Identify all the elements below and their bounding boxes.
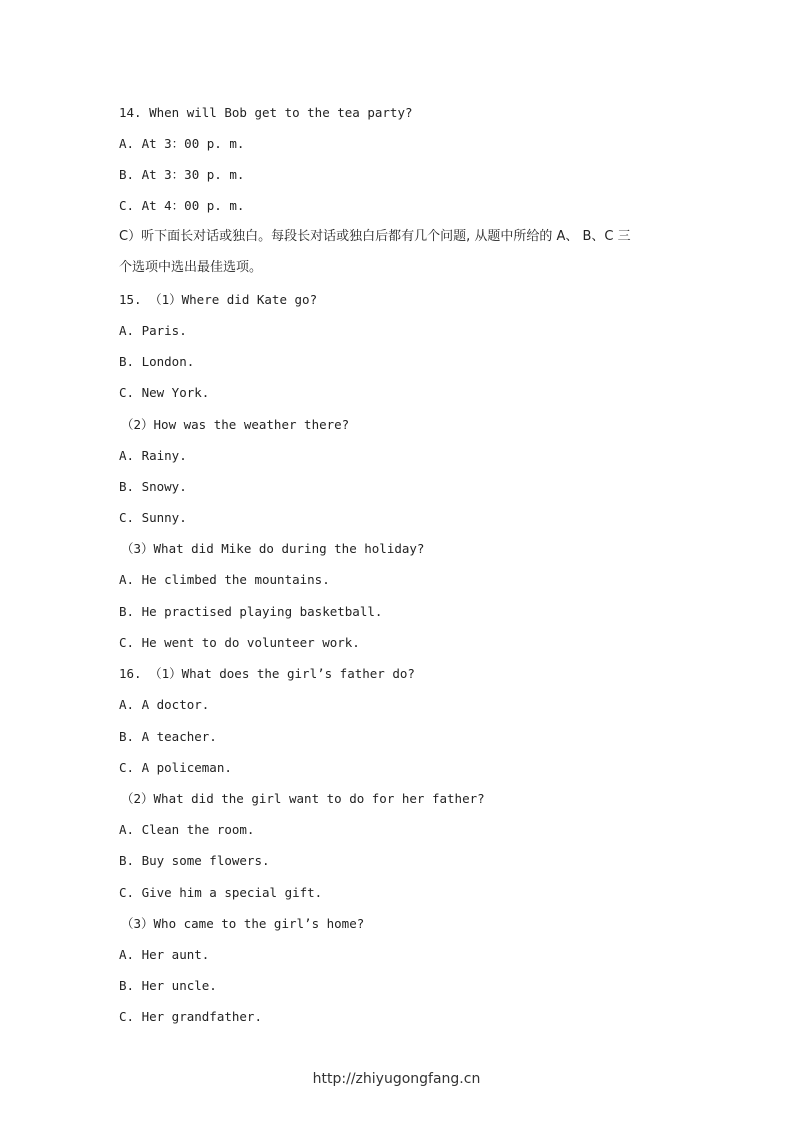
section-c-instruction-1: C）听下面长对话或独白。每段长对话或独白后都有几个问题, 从题中所给的 A、 B、C 三 xyxy=(119,229,631,244)
option-16-2-b: B. Buy some flowers. xyxy=(119,853,270,868)
option-14-a: A. At 3：00 p. m. xyxy=(119,136,245,151)
option-16-1-b: B. A teacher. xyxy=(119,729,217,744)
option-16-2-a: A. Clean the room. xyxy=(119,822,255,837)
question-15-3: （3）What did Mike do during the holiday? xyxy=(121,541,425,556)
option-15-2-c: C. Sunny. xyxy=(119,510,187,525)
option-15-1-a: A. Paris. xyxy=(119,323,187,338)
option-15-1-b: B. London. xyxy=(119,354,195,369)
question-15-2: （2）How was the weather there? xyxy=(121,417,350,432)
option-15-1-c: C. New York. xyxy=(119,385,210,400)
option-15-3-b: B. He practised playing basketball. xyxy=(119,604,383,619)
option-16-1-c: C. A policeman. xyxy=(119,760,232,775)
question-14: 14. When will Bob get to the tea party? xyxy=(119,105,413,120)
option-16-3-b: B. Her uncle. xyxy=(119,978,217,993)
question-16-1: 16. （1）What does the girl’s father do? xyxy=(119,666,415,681)
footer-url: http://zhiyugongfang.cn xyxy=(312,1071,481,1087)
option-15-3-a: A. He climbed the mountains. xyxy=(119,572,330,587)
question-16-2: （2）What did the girl want to do for her father? xyxy=(121,791,485,806)
option-15-2-a: A. Rainy. xyxy=(119,448,187,463)
option-15-3-c: C. He went to do volunteer work. xyxy=(119,635,360,650)
question-16-3: （3）Who came to the girl’s home? xyxy=(121,916,365,931)
option-15-2-b: B. Snowy. xyxy=(119,479,187,494)
option-16-1-a: A. A doctor. xyxy=(119,697,210,712)
option-16-3-c: C. Her grandfather. xyxy=(119,1009,262,1024)
question-15-1: 15. （1）Where did Kate go? xyxy=(119,292,318,307)
option-16-2-c: C. Give him a special gift. xyxy=(119,885,323,900)
section-c-instruction-2: 个选项中选出最佳选项。 xyxy=(119,260,263,275)
option-14-b: B. At 3：30 p. m. xyxy=(119,167,245,182)
option-14-c: C. At 4：00 p. m. xyxy=(119,198,245,213)
option-16-3-a: A. Her aunt. xyxy=(119,947,210,962)
